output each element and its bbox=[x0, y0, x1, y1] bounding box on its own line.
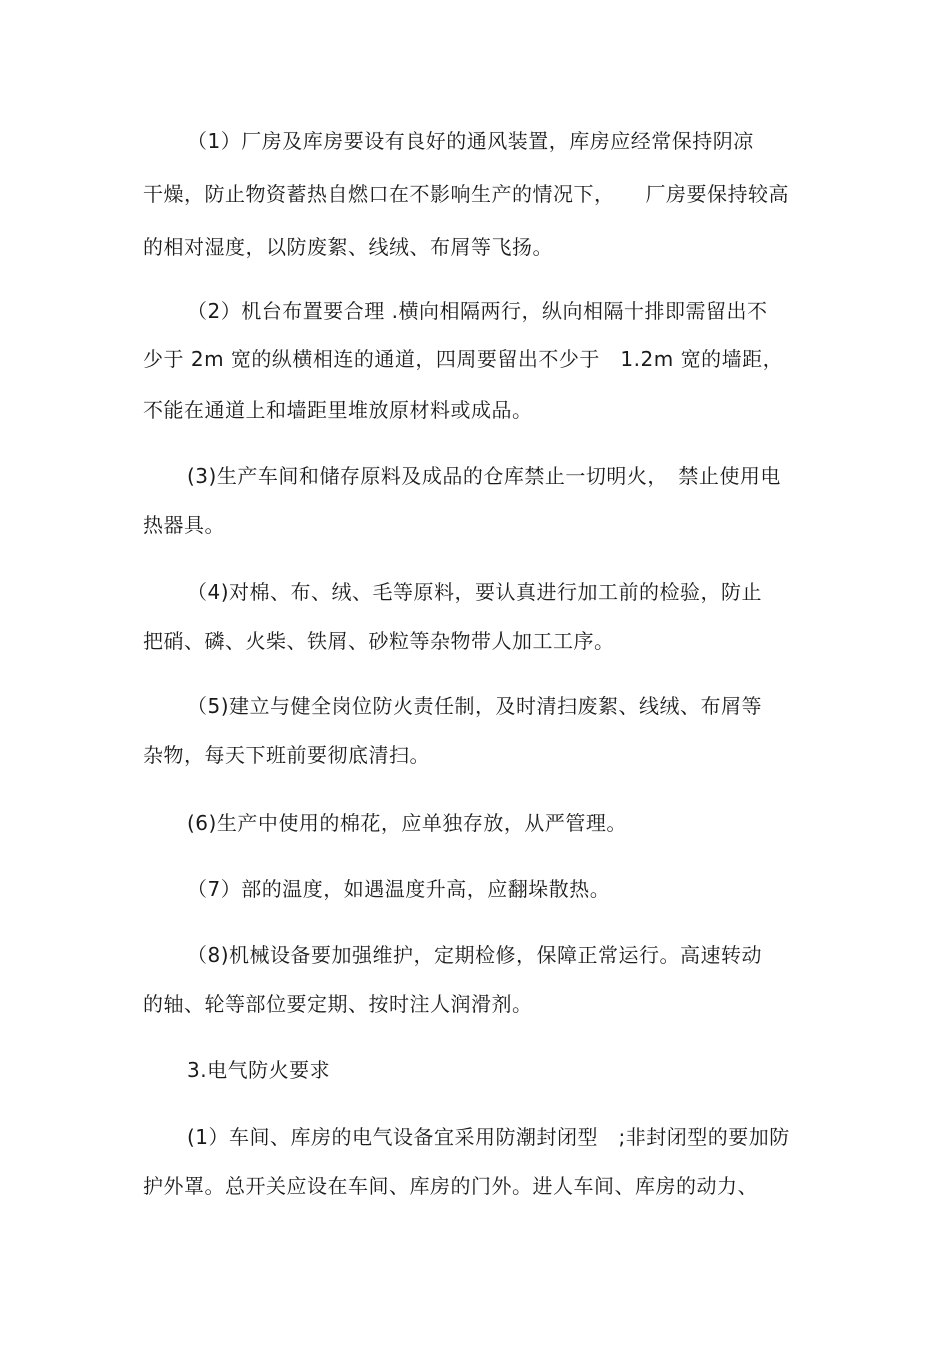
text-line: （2）机台布置要合理 .横向相隔两行，纵向相隔十排即需留出不 bbox=[187, 299, 768, 323]
text-line: 的轴、轮等部位要定期、按时注人润滑剂。 bbox=[143, 992, 533, 1016]
text-line: 热器具。 bbox=[143, 513, 225, 537]
text-line: 少于 2m 宽的纵横相连的通道，四周要留出不少于 1.2m 宽的墙距， bbox=[143, 347, 784, 371]
text-line: (1）车间、库房的电气设备宜采用防潮封闭型 ;非封闭型的要加防 bbox=[187, 1125, 790, 1149]
text-line: （5)建立与健全岗位防火责任制，及时清扫废絮、线绒、布屑等 bbox=[187, 694, 763, 718]
text-line: （1）厂房及库房要设有良好的通风装置，库房应经常保持阴凉 bbox=[187, 129, 754, 153]
text-line: 干燥，防止物资蓄热自燃口在不影响生产的情况下， 厂房要保持较高 bbox=[143, 182, 789, 206]
text-line: 把硝、磷、火柴、铁屑、砂粒等杂物带人加工工序。 bbox=[143, 629, 615, 653]
text-line: (6)生产中使用的棉花，应单独存放，从严管理。 bbox=[187, 811, 627, 835]
section-heading: 3.电气防火要求 bbox=[187, 1058, 331, 1082]
text-line: （8)机械设备要加强维护，定期检修，保障正常运行。高速转动 bbox=[187, 943, 763, 967]
text-line: 不能在通道上和墙距里堆放原材料或成品。 bbox=[143, 398, 533, 422]
text-line: （4)对棉、布、绒、毛等原料，要认真进行加工前的检验，防止 bbox=[187, 580, 763, 604]
text-line: 的相对湿度，以防废絮、线绒、布屑等飞扬。 bbox=[143, 235, 553, 259]
text-line: 护外罩。总开关应设在车间、库房的门外。进人车间、库房的动力、 bbox=[143, 1174, 758, 1198]
text-line: (3)生产车间和储存原料及成品的仓库禁止一切明火， 禁止使用电 bbox=[187, 464, 781, 488]
text-line: （7）部的温度，如遇温度升高，应翻垛散热。 bbox=[187, 877, 611, 901]
text-line: 杂物，每天下班前要彻底清扫。 bbox=[143, 743, 430, 767]
